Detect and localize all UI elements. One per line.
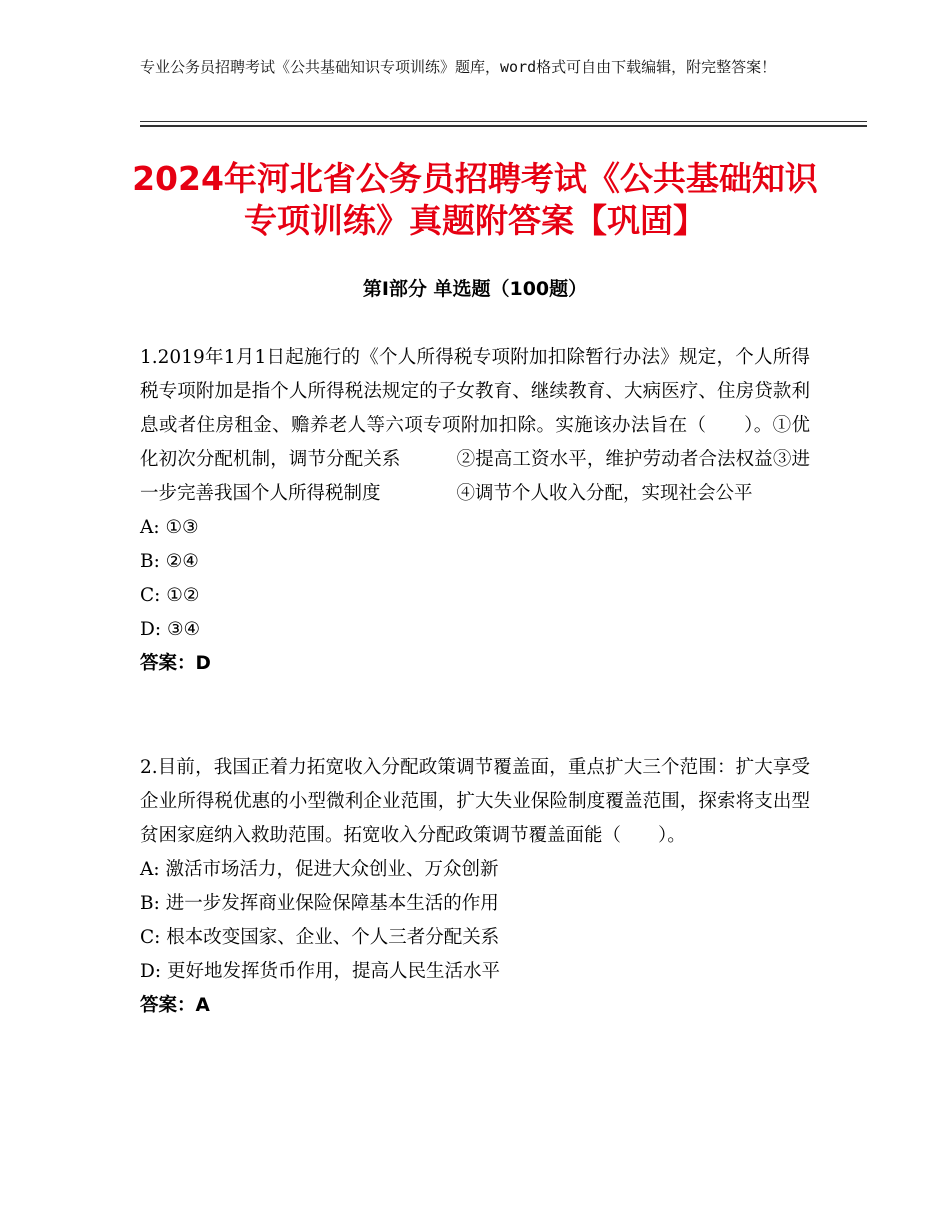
question-1-stem (140, 341, 810, 511)
document-title: 2024年河北省公务员招聘考试《公共基础知识专项训练》真题附答案【巩固】 (132, 159, 818, 240)
question-2-option-a: A: 激活市场活力，促进大众创业、万众创新 (140, 859, 499, 880)
header-note: 专业公务员招聘考试《公共基础知识专项训练》题库，word格式可自由下载编辑，附完整答案！ (140, 58, 777, 76)
question-1-option-a: A: ①③ (140, 517, 199, 538)
section-title: 第Ⅰ部分 单选题（100题） (362, 278, 588, 300)
question-1-stem-item4: ④调节个人收入分配，实现社会公平 (456, 483, 753, 504)
question-2-option-c: C: 根本改变国家、企业、个人三者分配关系 (140, 927, 500, 948)
question-1-stem-item2: ②提高工资水平，维护劳动者合法权益③进一步完善我国个人所得税制度 (140, 449, 810, 504)
question-2-option-b: B: 进一步发挥商业保险保障基本生活的作用 (140, 893, 499, 914)
header-divider-thin (140, 121, 867, 122)
question-1-option-c: C: ①② (140, 585, 200, 606)
question-1-stem-main: 1.2019年1月1日起施行的《个人所得税专项附加扣除暂行办法》规定，个人所得税专项附加是指个人所得税法规定的子女教育、继续教育、大病医疗、住房贷款利息或者住房租金、赡养老人等六项专项附加扣除。实施该办法旨在（ ）。①优化初次分配机制，调节分配关系 (140, 347, 810, 470)
question-1-option-b: B: ②④ (140, 551, 199, 572)
question-1-option-d: D: ③④ (140, 619, 201, 640)
question-2-answer: 答案：A (140, 995, 210, 1016)
question-1 (140, 341, 810, 681)
question-2-option-d: D: 更好地发挥货币作用，提高人民生活水平 (140, 961, 500, 982)
question-2 (140, 751, 810, 1023)
question-2-stem: 2.目前，我国正着力拓宽收入分配政策调节覆盖面，重点扩大三个范围：扩大享受企业所得税优惠的小型微利企业范围，扩大失业保险制度覆盖范围，探索将支出型贫困家庭纳入救助范围。拓宽收入分配政策调节覆盖面能（ ）。 (140, 757, 810, 846)
header-divider-thick (140, 125, 867, 127)
question-1-answer: 答案：D (140, 653, 211, 674)
